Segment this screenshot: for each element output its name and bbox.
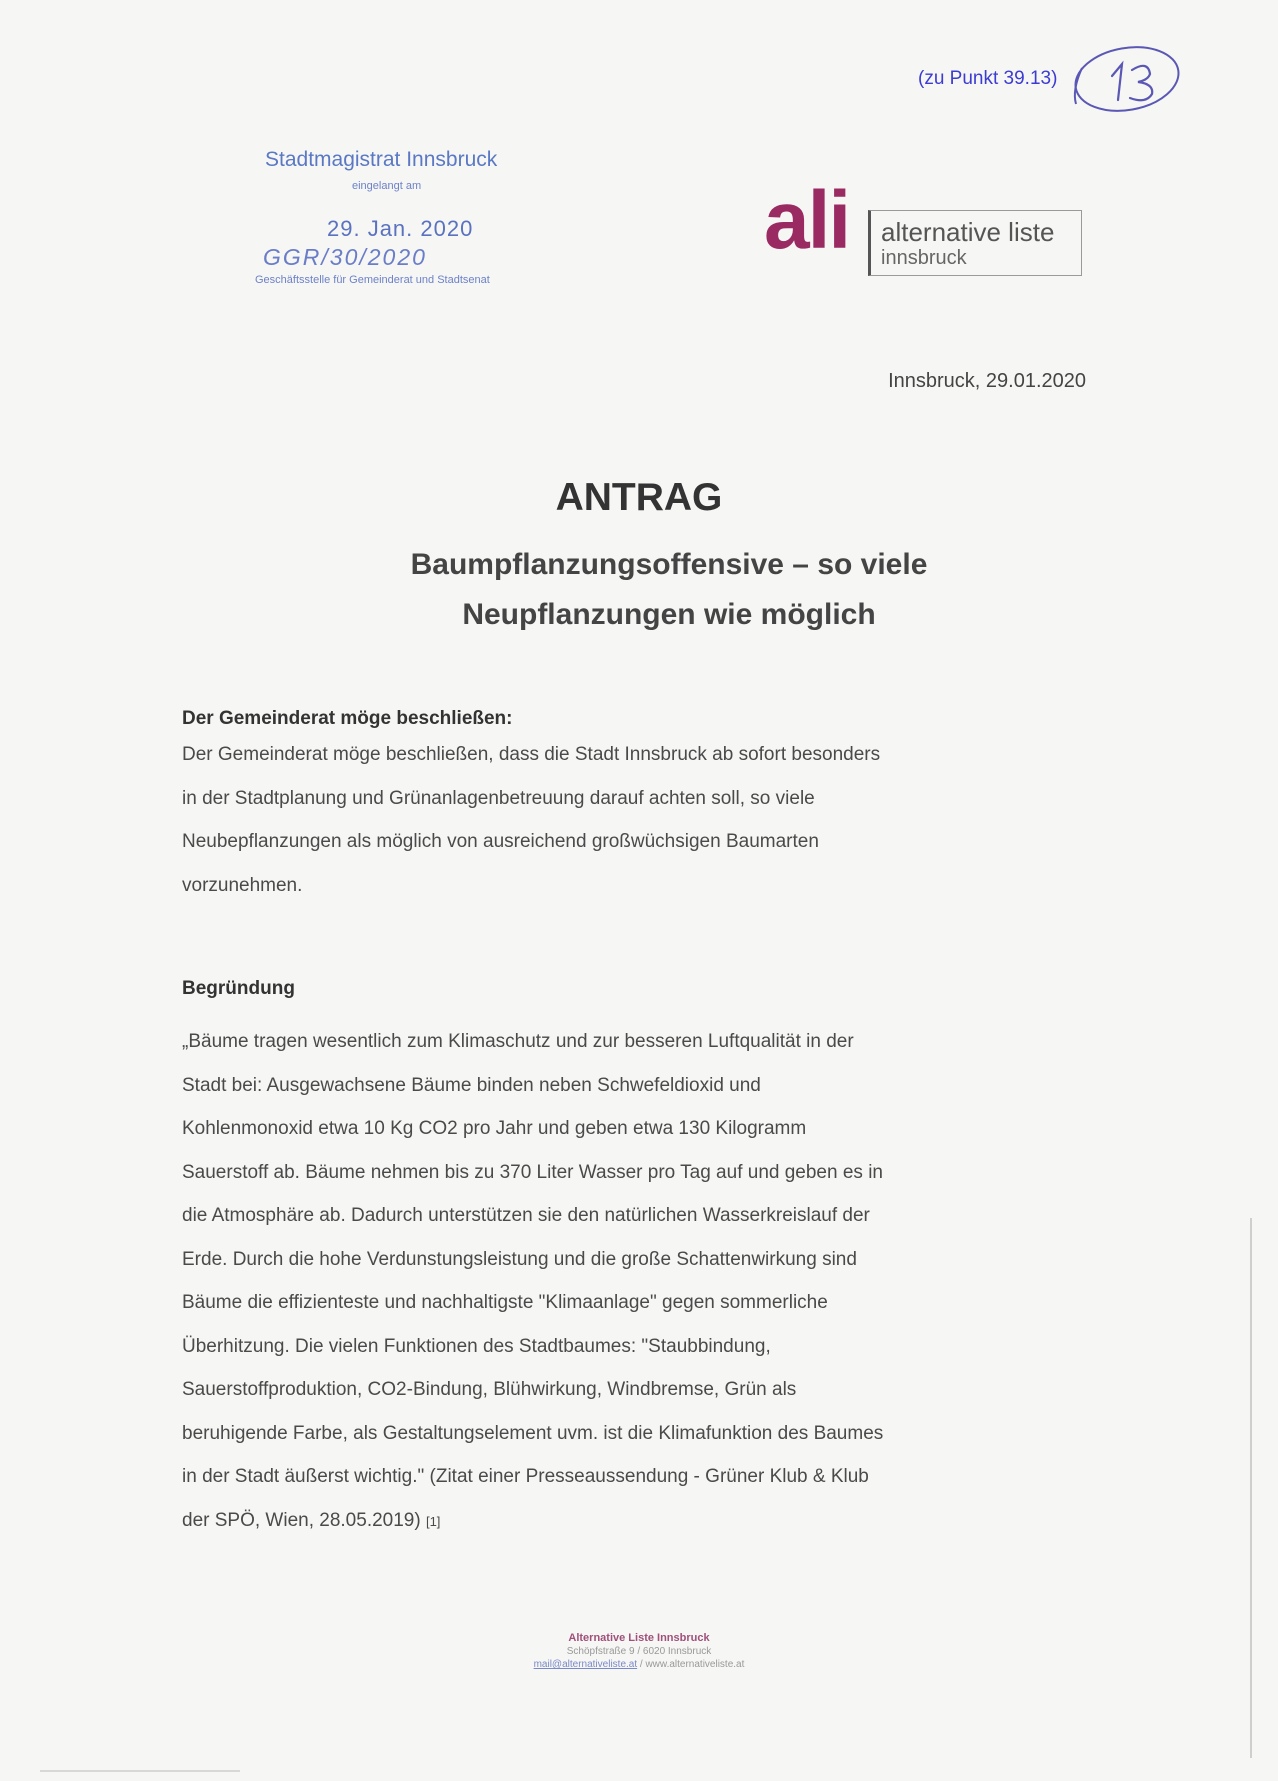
paragraph-line: vorzunehmen. xyxy=(182,874,303,896)
justification-heading: Begründung xyxy=(182,978,295,999)
paragraph-line: Neubepflanzungen als möglich von ausreichend großwüchsigen Baumarten xyxy=(182,831,819,852)
alternative-liste-logo xyxy=(764,175,1094,282)
logo-line-2: innsbruck xyxy=(881,247,967,269)
footer-web: / www.alternativeliste.at xyxy=(639,1659,745,1670)
resolution-heading: Der Gemeinderat möge beschließen: xyxy=(182,708,513,729)
document-date: Innsbruck, 29.01.2020 xyxy=(888,370,1086,392)
document-title: ANTRAG xyxy=(555,476,723,519)
footnote-reference[interactable]: [1] xyxy=(425,1513,441,1529)
page-footer xyxy=(0,1632,1278,1670)
paragraph-last-line xyxy=(182,1499,1082,1544)
paragraph-line: der SPÖ, Wien, 28.05.2019) xyxy=(182,1509,421,1531)
paragraph-line: Stadt bei: Ausgewachsene Bäume binden neben Schwefeldioxid und xyxy=(182,1074,761,1096)
footer-address: Schöpfstraße 9 / 6020 Innsbruck xyxy=(566,1646,712,1657)
justification-paragraph xyxy=(182,1020,1082,1543)
stamp-handwritten-ref: GGR/30/2020 xyxy=(263,244,427,270)
paragraph-line: beruhigende Farbe, als Gestaltungselement uvm. ist die Klimafunktion des Baumes xyxy=(182,1422,884,1444)
stamp-title: Stadtmagistrat Innsbruck xyxy=(265,148,498,171)
logo-wordmark-box xyxy=(868,210,1082,276)
paragraph-line: „Bäume tragen wesentlich zum Klimaschutz und zur besseren Luftqualität in der xyxy=(182,1031,854,1052)
agenda-reference: (zu Punkt 39.13) xyxy=(918,68,1058,89)
paragraph-line: Kohlenmonoxid etwa 10 Kg CO2 pro Jahr und geben etwa 130 Kilogramm xyxy=(182,1118,807,1139)
scan-edge-line xyxy=(1250,1218,1252,1758)
footer-email-link[interactable]: mail@alternativeliste.at xyxy=(533,1659,638,1670)
received-stamp xyxy=(255,148,555,298)
handwritten-circled-number xyxy=(1068,38,1186,118)
paragraph-line: Der Gemeinderat möge beschließen, dass die Stadt Innsbruck ab sofort besonders xyxy=(182,744,881,765)
paragraph-line: Überhitzung. Die vielen Funktionen des Stadtbaumes: "Staubbindung, xyxy=(182,1335,771,1357)
paragraph-line: Sauerstoff ab. Bäume nehmen bis zu 370 Liter Wasser pro Tag auf und geben es in xyxy=(182,1161,883,1183)
resolution-paragraph xyxy=(182,733,1082,907)
document-subtitle xyxy=(0,540,1278,640)
footer-contact xyxy=(0,1659,1278,1670)
paragraph-line: Bäume die effizienteste und nachhaltigste "Klimaanlage" gegen sommerliche xyxy=(182,1292,828,1313)
paragraph-line: Sauerstoffproduktion, CO2-Bindung, Blühwirkung, Windbremse, Grün als xyxy=(182,1379,797,1400)
logo-mark: ali xyxy=(764,175,850,266)
paragraph-line: in der Stadt äußerst wichtig." (Zitat einer Presseaussendung - Grüner Klub & Klub xyxy=(182,1466,869,1487)
logo-line-1: alternative liste xyxy=(881,217,1055,247)
paragraph-line: die Atmosphäre ab. Dadurch unterstützen sie den natürlichen Wasserkreislauf der xyxy=(182,1205,870,1226)
subtitle-line: Neupflanzungen wie möglich xyxy=(462,598,876,631)
stamp-date: 29. Jan. 2020 xyxy=(327,216,474,241)
stamp-footer: Geschäftsstelle für Gemeinderat und Stadtsenat xyxy=(255,274,490,286)
subtitle-line: Baumpflanzungsoffensive – so viele xyxy=(410,548,928,581)
footer-org: Alternative Liste Innsbruck xyxy=(568,1632,710,1644)
paragraph-line: Erde. Durch die hohe Verdunstungsleistung und die große Schattenwirkung sind xyxy=(182,1248,857,1270)
scan-edge-line xyxy=(40,1770,240,1772)
stamp-subtitle: eingelangt am xyxy=(352,180,422,192)
paragraph-line: in der Stadtplanung und Grünanlagenbetreuung darauf achten soll, so viele xyxy=(182,787,815,809)
